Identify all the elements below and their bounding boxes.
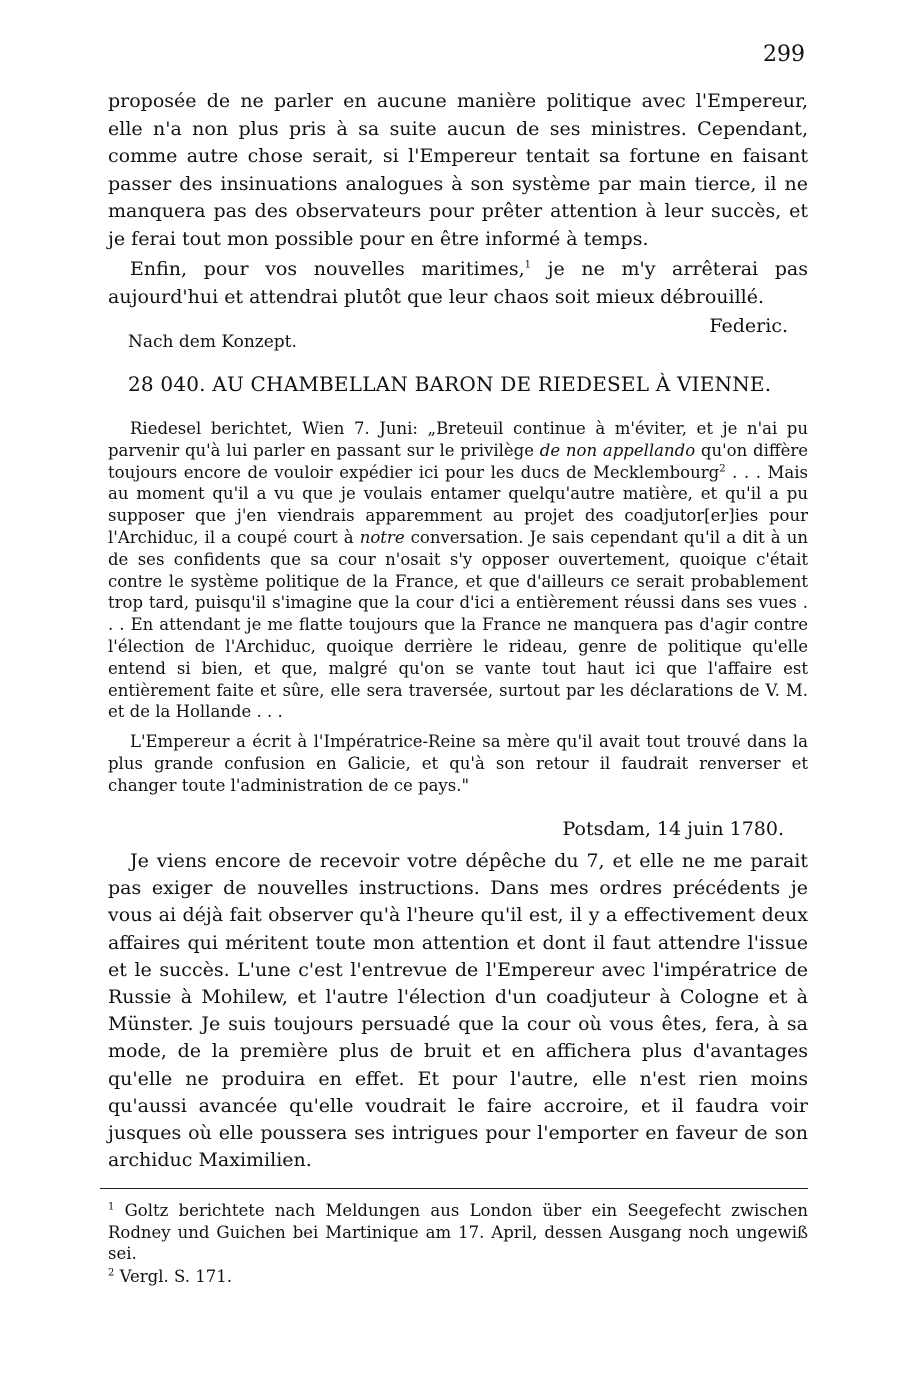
footnote-2: $^2$ Vergl. S. 171.: [108, 1267, 232, 1286]
page-number: 299: [763, 42, 805, 67]
dateline: Potsdam, 14 juin 1780.: [562, 818, 784, 840]
footnote-ref-2: 2: [719, 463, 726, 475]
report-paragraph-1: Riedesel berichtet, Wien 7. Juni: „Breteuil continue à m'éviter, et je n'ai pu parvenir qu'à lui parler en passant sur le privilège de non appellando qu'on diffère toujours encore de vouloir expédier ici pour les ducs de Mecklembourg$^2$ . . . Mais au moment qu'il a vu que je voulais entamer quelqu'autre matière, et qu'il a pu supposer que j'en viendrais apparemment au projet des coadjutor[er]ies pour l'Archiduc, il a coupé court à notre conversation. Je sais cependant qu'il a dit à un de ses confidents que sa cour n'osait s'y opposer ouvertement, quoique c'était contre le système politique de la France, et que d'ailleurs ce serait probablement trop tard, puisqu'il s'imagine que la cour d'ici a entièrement réussi dans ses vues . . . En attendant je me flatte toujours que la France ne manquera pas d'agir contre l'élection de l'Archiduc, quoique derrière le rideau, genre de politique qu'elle entend si bien, et que, malgré qu'on se vante tout haut ici que l'affaire est entièrement faite et sûre, elle sera traversée, surtout par les déclarations de V. M. et de la Hollande . . .: [108, 419, 809, 722]
source-note: Nach dem Konzept.: [128, 332, 297, 352]
signature: Federic.: [709, 315, 788, 337]
footnote-1: $^1$ Goltz berichtete nach Meldungen aus London über ein Seegefecht zwischen Rodney und Guichen bei Martinique am 17. April, dessen Ausgang noch ungewiß sei.: [108, 1201, 808, 1263]
footnote-ref-1: 1: [524, 259, 532, 271]
letter-body: Je viens encore de recevoir votre dépêche du 7, et elle ne me parait pas exiger de nouvelles instructions. Dans mes ordres précédents je vous ai déjà fait observer qu'à l'heure qu'il est, il y a effectivement deux affaires qui méritent toute mon attention et dont il faut attendre l'issue et le succès. L'une c'est l'entrevue de l'Empereur avec l'impératrice de Russie à Mohilew, et l'autre l'élection d'un coadjuteur à Cologne et à Münster. Je suis toujours persuadé que la cour où vous êtes, fera, à sa mode, de la première plus de bruit et en affichera plus d'avantages qu'elle ne produira en effet. Et pour l'autre, elle n'est rien moins qu'aussi avancée qu'elle voudrait le faire accroire, et il faudra voir jusques où elle poussera ses intrigues pour l'emporter en faveur de son archiduc Maximilien.: [108, 850, 808, 1172]
enfin-paragraph: Enfin, pour vos nouvelles maritimes,$^1$ je ne m'y arrêterai pas aujourd'hui et attendrai plutôt que leur chaos soit mieux débrouillé.: [108, 258, 808, 308]
footnote-separator: [100, 1188, 808, 1189]
report-paragraph-2: L'Empereur a écrit à l'Impératrice-Reine sa mère qu'il avait tout trouvé dans la plus grande confusion en Galicie, et qu'à son retour il faudrait renverser et changer toute l'administration de ce pays.": [108, 732, 808, 795]
letter-heading: 28 040. AU CHAMBELLAN BARON DE RIEDESEL À VIENNE.: [128, 372, 772, 396]
continuation-paragraph: proposée de ne parler en aucune manière politique avec l'Empereur, elle n'a non plus pris à sa suite aucun de ses ministres. Cependant, comme autre chose serait, si l'Empereur tentait sa fortune en faisant passer des insinuations analogues à son système par main tierce, il ne manquera pas des observateurs pour prêter attention à leur succès, et je ferai tout mon possible pour en être informé à temps.: [108, 90, 808, 250]
